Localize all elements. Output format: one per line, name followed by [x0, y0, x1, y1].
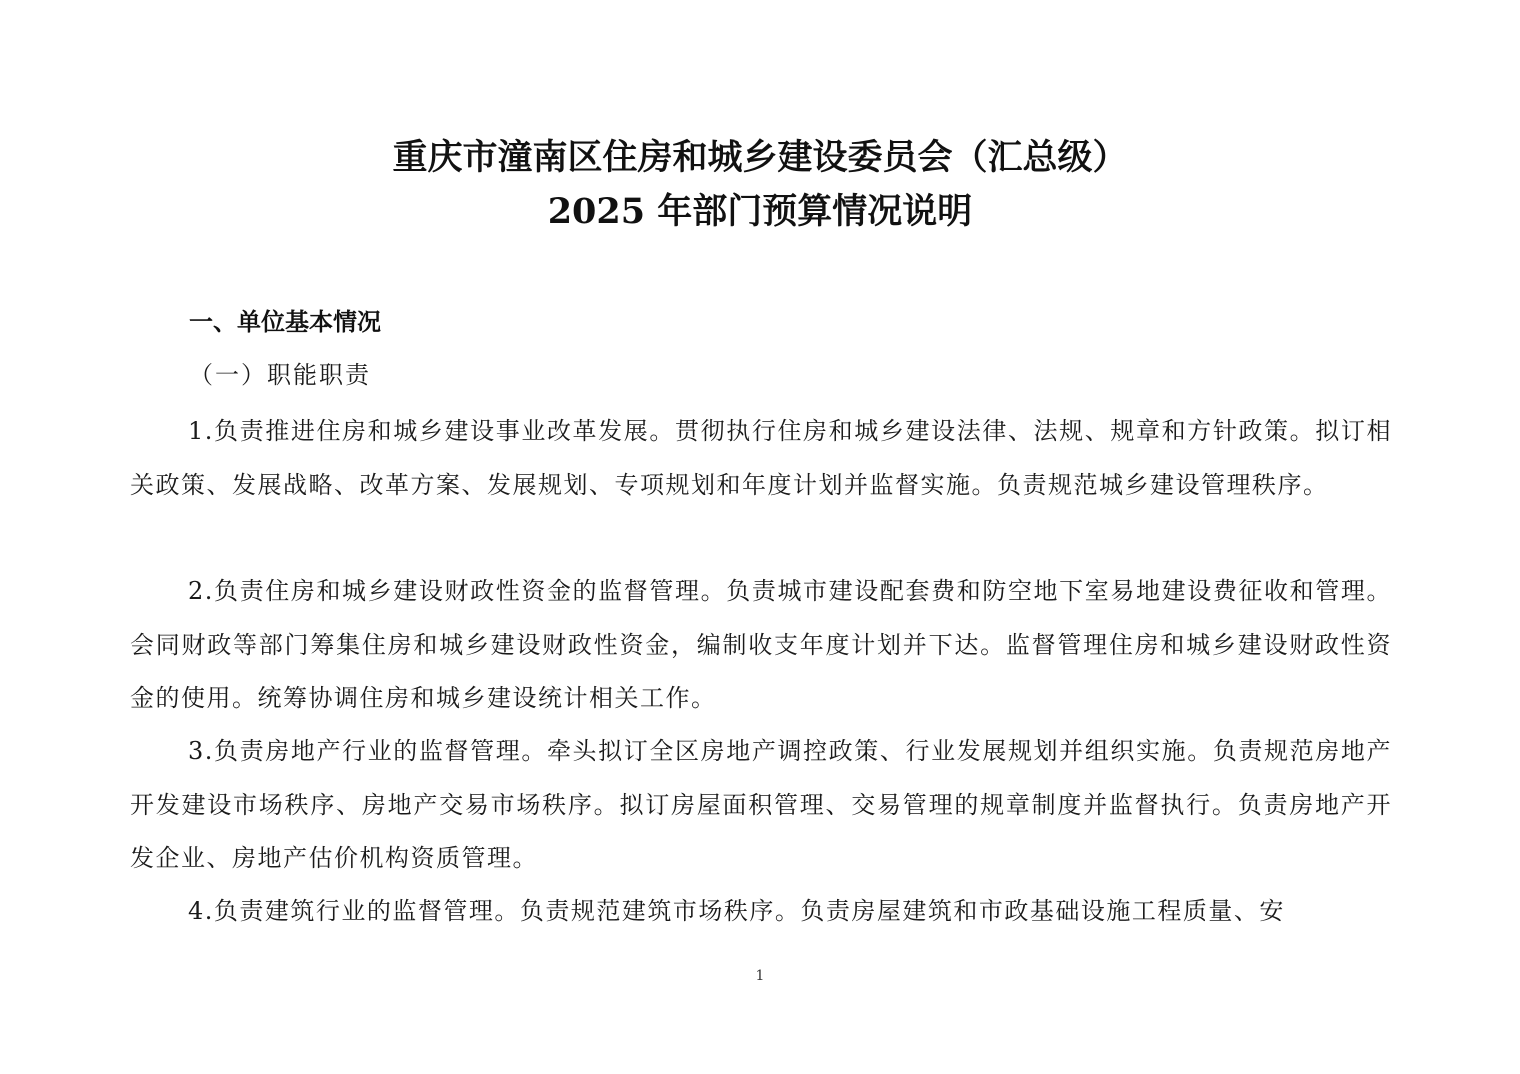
paragraph-1: 1.负责推进住房和城乡建设事业改革发展。贯彻执行住房和城乡建设法律、法规、规章和方针政策。拟订相关政策、发展战略、改革方案、发展规划、专项规划和年度计划并监督实施。负责规范城乡建设管理秩序。: [130, 417, 1392, 499]
document-title-line-1: 重庆市潼南区住房和城乡建设委员会（汇总级）: [392, 137, 1128, 178]
section-heading: 一、单位基本情况: [189, 308, 381, 336]
sub-heading: （一）职能职责: [189, 361, 371, 389]
paragraph-2: 2.负责住房和城乡建设财政性资金的监督管理。负责城市建设配套费和防空地下室易地建设费征收和管理。会同财政等部门筹集住房和城乡建设财政性资金，编制收支年度计划并下达。监督管理住房和城乡建设财政性资金的使用。统筹协调住房和城乡建设统计相关工作。: [130, 577, 1392, 712]
paragraph-3: 3.负责房地产行业的监督管理。牵头拟订全区房地产调控政策、行业发展规划并组织实施。负责规范房地产开发建设市场秩序、房地产交易市场秩序。拟订房屋面积管理、交易管理的规章制度并监督执行。负责房地产开发企业、房地产估价机构资质管理。: [130, 737, 1392, 872]
paragraph-4: 4.负责建筑行业的监督管理。负责规范建筑市场秩序。负责房屋建筑和市政基础设施工程质量、安: [188, 897, 1285, 925]
document-title-line-2: 2025 年部门预算情况说明: [547, 191, 973, 232]
page-number: 1: [755, 968, 765, 984]
